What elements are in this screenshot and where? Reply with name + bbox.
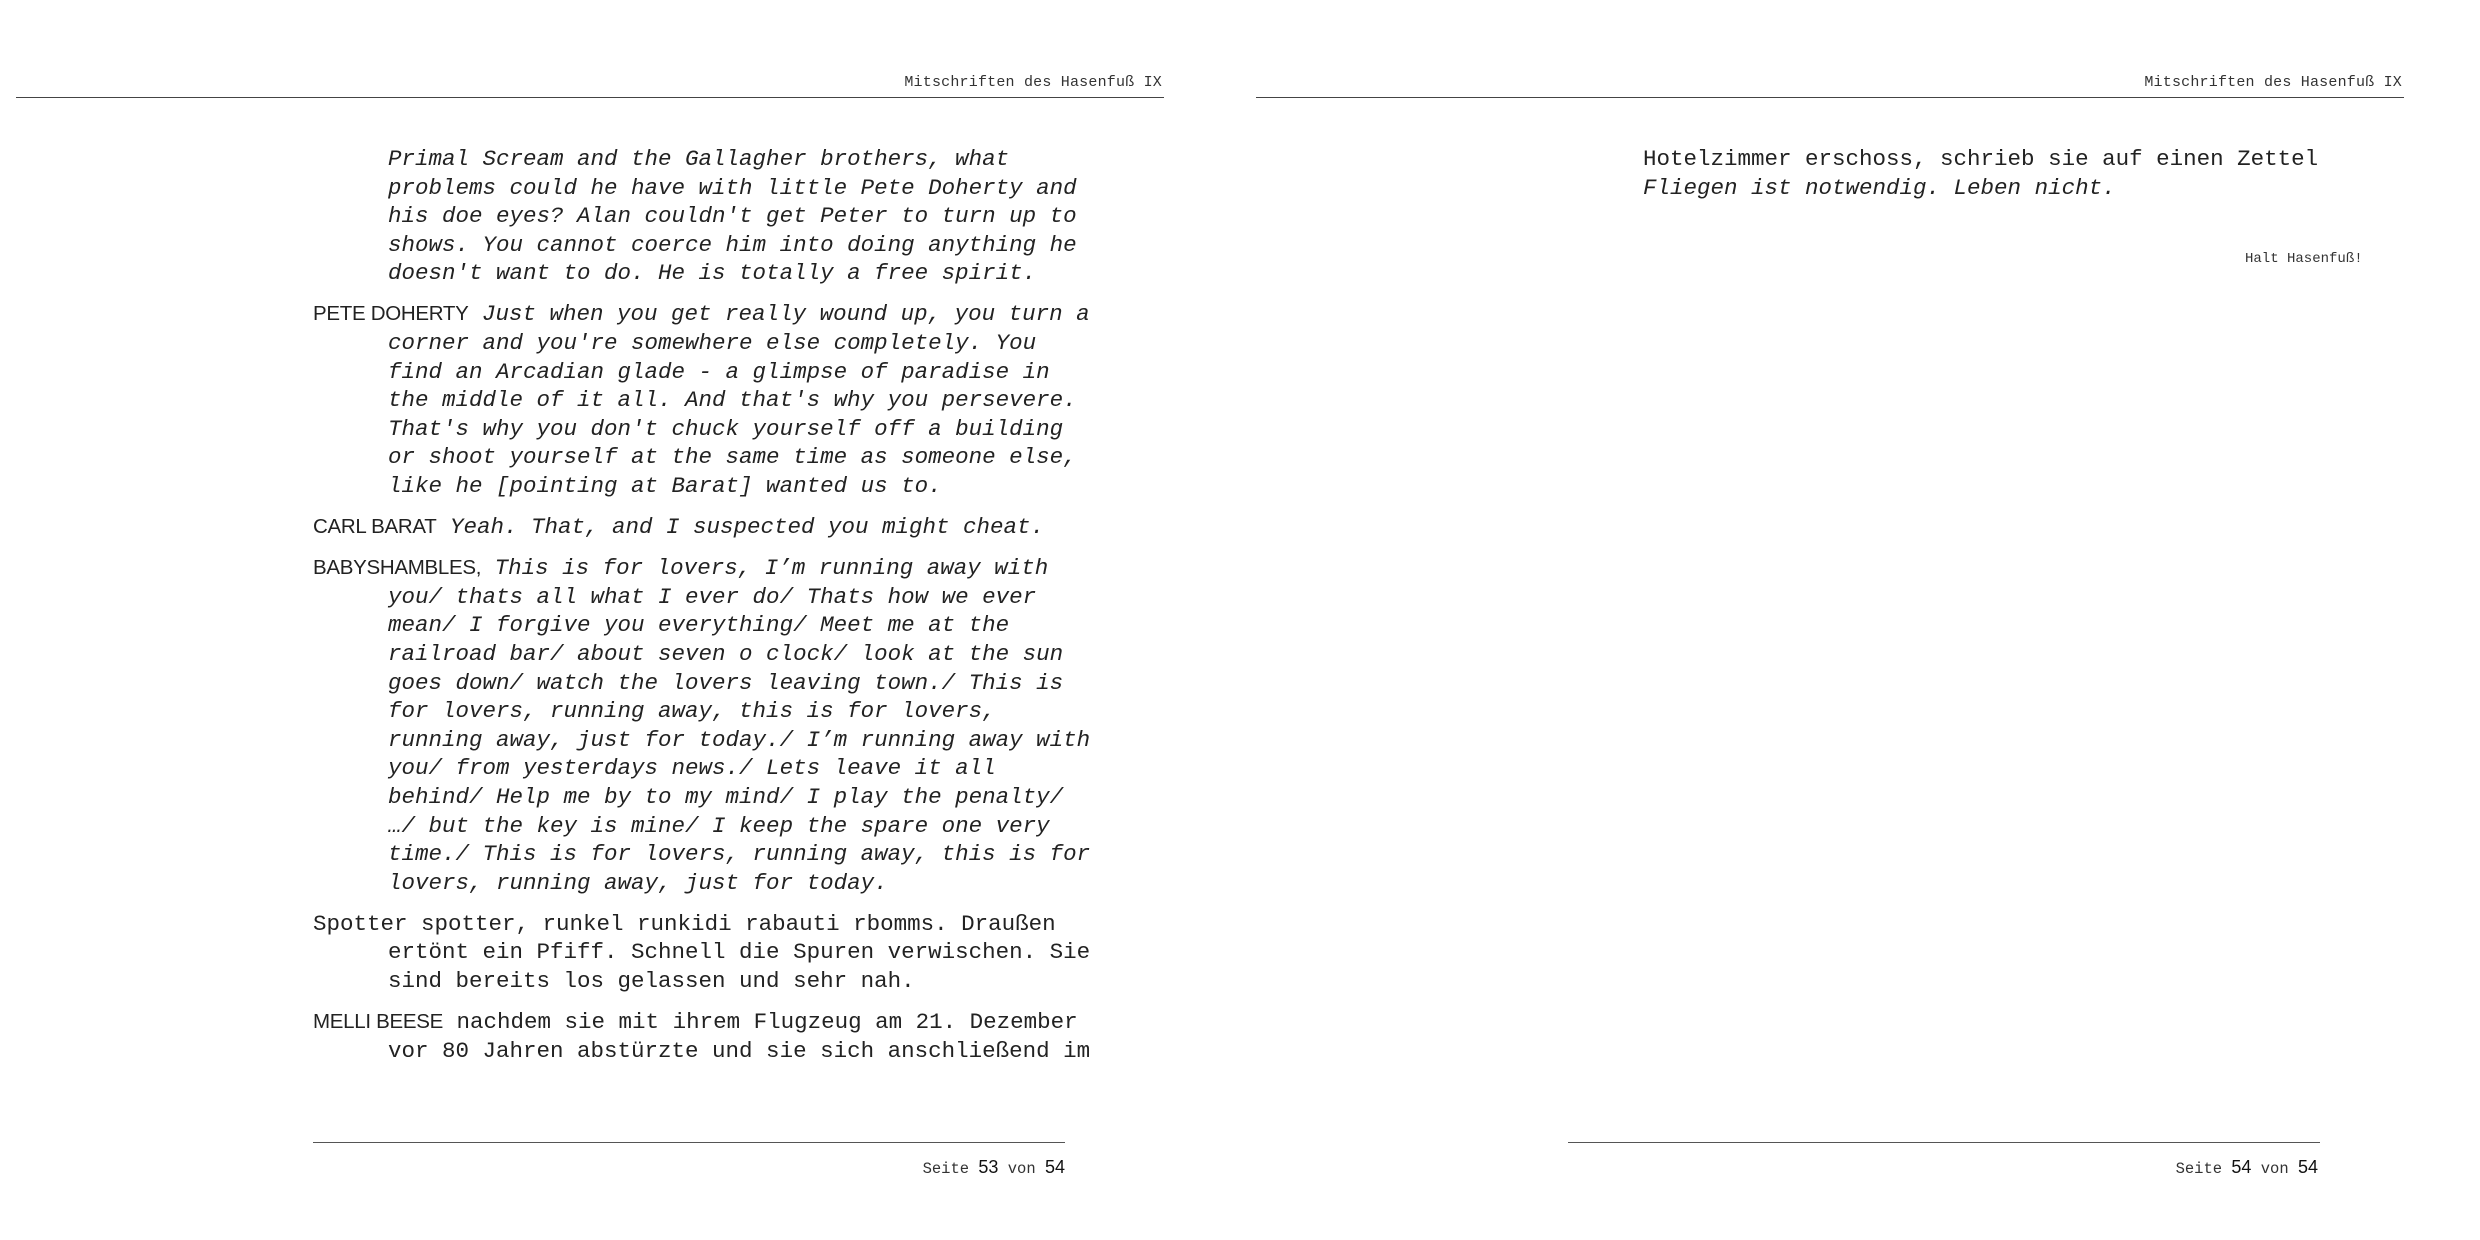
running-header: Mitschriften des Hasenfuß IX — [904, 74, 1162, 91]
footer-middle: von — [1007, 1160, 1036, 1178]
page-body — [1643, 145, 2343, 202]
paragraph-pete-doherty — [313, 300, 1103, 500]
footer-middle: von — [2260, 1160, 2289, 1178]
footer-rule — [313, 1142, 1065, 1143]
footer-prefix: Seite — [922, 1160, 970, 1178]
running-header: Mitschriften des Hasenfuß IX — [2144, 74, 2402, 91]
paragraph-text: Yeah. That, and I suspected you might cheat. — [449, 514, 1045, 541]
speaker-name: BABYSHAMBLES, — [313, 556, 482, 580]
page-footer — [923, 1157, 1065, 1178]
paragraph-text: Primal Scream and the Gallagher brothers, what problems could he have with little Pete Doherty and his doe eyes? Alan couldn't get Peter to turn up to shows. You cannot coerce him into doing anything he doesn't want to do. He is totally a free spirit. — [388, 146, 1077, 287]
footer-rule — [1568, 1142, 2320, 1143]
paragraph-spotter — [313, 910, 1103, 996]
paragraph-text: Just when you get really wound up, you turn a corner and you're somewhere else completely. You find an Arcadian glade - a glimpse of paradise in the middle of it all. And that's why you persevere. That's why you don't chuck yourself off a building or shoot yourself at the same time as someone else, like he [pointing at Barat] wanted us to. — [388, 301, 1090, 500]
paragraph-babyshambles — [313, 554, 1103, 897]
page-total: 54 — [2297, 1157, 2318, 1177]
speaker-name: CARL BARAT — [313, 515, 437, 539]
speaker-name: MELLI BEESE — [313, 1010, 444, 1034]
paragraph-text: This is for lovers, I’m running away with you/ thats all what I ever do/ Thats how we ever mean/ I forgive you everything/ Meet me at the railroad bar/ about seven o clock/ look at the sun goes down/ watch the lovers leaving town./ This is for lovers, running away, this is for lovers, running away, just for today./ I’m running away with you/ from yesterdays news./ Lets leave it all behind/ Help me by to my mind/ I play the penalty/ …/ but the key is mine/ I keep the spare one very time./ This is for lovers, running away, this is for lovers, running away, just for today. — [388, 555, 1091, 896]
paragraph-continuation — [313, 145, 1103, 288]
paragraph-carl-barat — [313, 513, 1103, 542]
paragraph-line-quote: Fliegen ist notwendig. Leben nicht. — [1643, 174, 2116, 201]
header-rule — [1256, 97, 2404, 98]
paragraph-text: Spotter spotter, runkel runkidi rabauti rbomms. Draußen ertönt ein Pfiff. Schnell die Spuren verwischen. Sie sind bereits los gelassen und sehr nah. — [313, 910, 1091, 995]
paragraph-line: Hotelzimmer erschoss, schrieb sie auf einen Zettel — [1643, 146, 2319, 172]
page-total: 54 — [1044, 1157, 1065, 1177]
speaker-name: PETE DOHERTY — [313, 302, 469, 326]
page-right — [1240, 0, 2480, 1240]
page-footer — [2176, 1157, 2318, 1178]
footer-prefix: Seite — [2175, 1160, 2223, 1178]
paragraph-text: nachdem sie mit ihrem Flugzeug am 21. Dezember vor 80 Jahren abstürzte und sie sich anschließend im — [388, 1009, 1091, 1064]
page-number: 54 — [2231, 1157, 2252, 1177]
signature: Halt Hasenfuß! — [2245, 251, 2363, 267]
header-rule — [16, 97, 1164, 98]
page-body — [313, 145, 1103, 1078]
page-number: 53 — [978, 1157, 999, 1177]
paragraph-melli-beese — [313, 1008, 1103, 1065]
